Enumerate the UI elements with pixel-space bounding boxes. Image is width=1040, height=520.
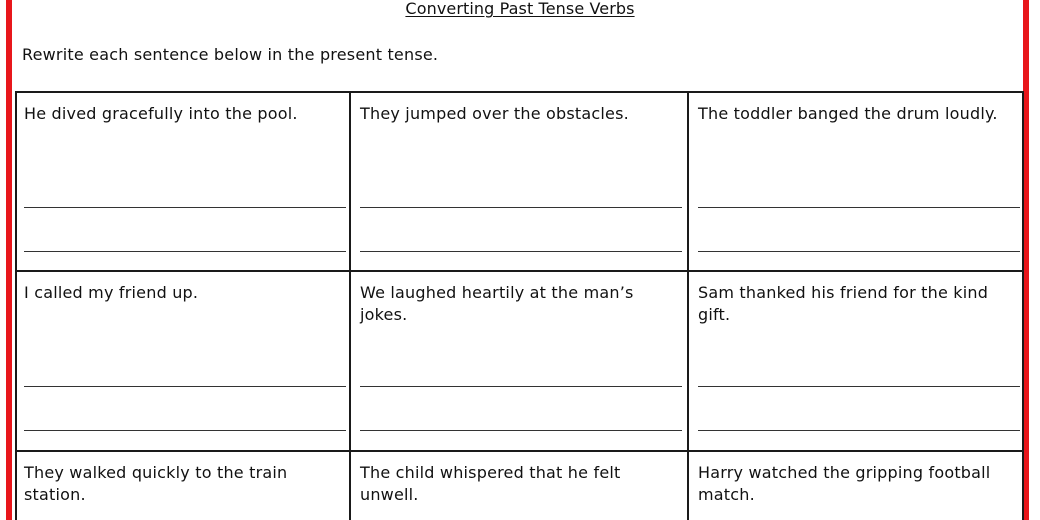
answer-line[interactable] [360, 386, 682, 387]
sentence-cell [17, 272, 347, 450]
answer-line[interactable] [698, 207, 1020, 208]
grid-line-col-1 [349, 91, 351, 520]
sentence-text: He dived gracefully into the pool. [24, 104, 298, 123]
sentence-text: Sam thanked his friend for the kind gift. [698, 283, 989, 324]
sentence-text: The child whispered that he felt unwell. [360, 463, 621, 504]
answer-line[interactable] [360, 207, 682, 208]
sentence-text: They jumped over the obstacles. [360, 104, 629, 123]
worksheet-title: Converting Past Tense Verbs [405, 0, 635, 18]
answer-line[interactable] [24, 207, 346, 208]
sentence-text: The toddler banged the drum loudly. [698, 104, 998, 123]
sentence-grid [15, 91, 1024, 520]
red-border-left [6, 0, 12, 520]
sentence-text: We laughed heartily at the man’s jokes. [360, 283, 634, 324]
answer-line[interactable] [698, 251, 1020, 252]
sentence-cell [17, 93, 347, 271]
sentence-cell [353, 93, 683, 271]
sentence-cell [17, 452, 347, 520]
sentence-text: Harry watched the gripping football match. [698, 463, 991, 504]
worksheet-instruction: Rewrite each sentence below in the present tense. [22, 45, 439, 64]
sentence-text: I called my friend up. [24, 283, 199, 302]
sentence-cell [353, 452, 683, 520]
answer-line[interactable] [360, 430, 682, 431]
answer-line[interactable] [698, 386, 1020, 387]
grid-line-col-2 [687, 91, 689, 520]
answer-line[interactable] [24, 386, 346, 387]
sentence-text: They walked quickly to the train station. [24, 463, 288, 504]
answer-line[interactable] [24, 251, 346, 252]
sentence-cell [691, 452, 1021, 520]
answer-line[interactable] [698, 430, 1020, 431]
grid-line-right [1022, 91, 1024, 520]
sentence-cell [691, 272, 1021, 450]
sentence-cell [353, 272, 683, 450]
sentence-cell [691, 93, 1021, 271]
answer-line[interactable] [24, 430, 346, 431]
answer-line[interactable] [360, 251, 682, 252]
